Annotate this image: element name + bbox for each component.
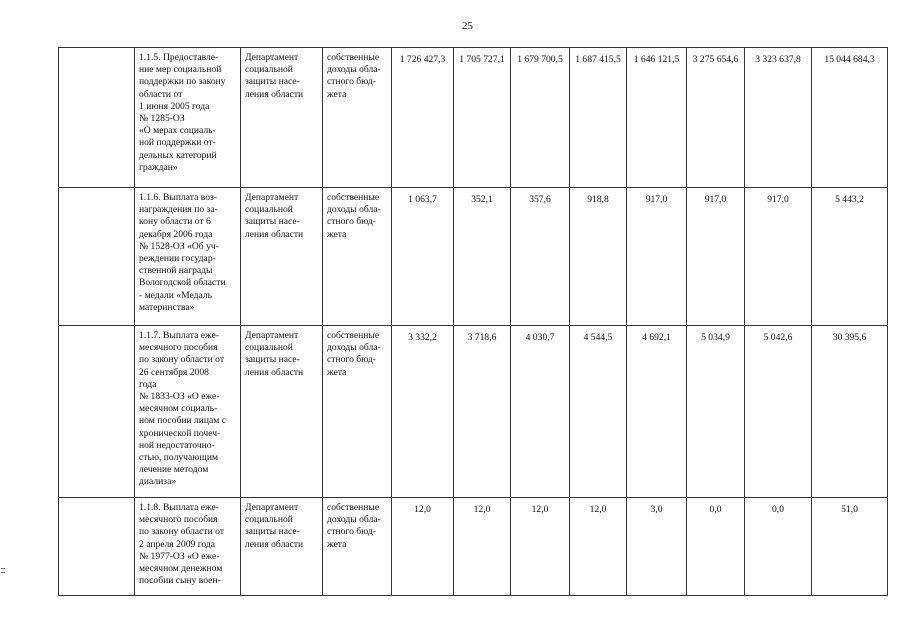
description-line: 26 сентября 2008	[139, 366, 209, 378]
executor-line: ления области	[245, 538, 304, 550]
value-cell: 1 646 121,5	[627, 48, 687, 188]
executor-line: защиты насе-	[245, 76, 300, 88]
value-cell: 12,0	[570, 498, 627, 596]
source-line: доходы обла-	[327, 342, 381, 354]
value-cell: 352,1	[454, 188, 511, 326]
empty-cell	[59, 48, 135, 188]
source-line: собственные	[327, 52, 380, 63]
executor-line: социальной	[245, 342, 293, 354]
description-line: хронической почеч-	[139, 427, 221, 439]
value-cell: 0,0	[745, 498, 812, 596]
description-line: материнства»	[139, 301, 195, 313]
value-cell: 1 726 427,3	[392, 48, 454, 188]
description-line: «О мерах социаль-	[139, 125, 216, 137]
source-line: жета	[327, 366, 347, 378]
description-line: пособии сыну воен-	[139, 575, 221, 587]
source-line: стного бюд-	[327, 216, 376, 228]
executor-line: Департамент	[245, 52, 299, 63]
description-line: награждения по за-	[139, 204, 218, 216]
description-cell	[135, 48, 241, 188]
value-cell: 5 443,2	[812, 188, 888, 326]
executor-line: социальной	[245, 204, 293, 216]
program-funding-table	[58, 47, 888, 596]
table-row	[59, 188, 888, 326]
executor-line: Департамент	[245, 502, 299, 513]
description-line: № 1528-ОЗ «Об уч-	[139, 240, 219, 252]
source-cell	[323, 498, 392, 596]
source-line: стного бюд-	[327, 76, 376, 88]
value-cell: 5 034,9	[687, 326, 745, 498]
executor-line: ления областн	[245, 366, 304, 378]
description-line: № 1833-ОЗ «О еже-	[139, 391, 220, 403]
value-cell: 0,0	[687, 498, 745, 596]
description-line: диализа»	[139, 476, 177, 488]
executor-cell	[241, 498, 323, 596]
value-cell: 3 323 637,8	[745, 48, 812, 188]
source-line: жета	[327, 228, 347, 240]
description-cell	[135, 326, 241, 498]
value-cell: 15 044 684,3	[812, 48, 888, 188]
executor-line: защиты насе-	[245, 354, 300, 366]
description-line: поддержки по закону	[139, 76, 226, 88]
empty-cell	[59, 188, 135, 326]
page-number: 25	[462, 20, 473, 32]
description-line: года	[139, 378, 157, 390]
value-cell: 3 718,6	[454, 326, 511, 498]
value-cell: 4 692,1	[627, 326, 687, 498]
source-line: собственные	[327, 330, 380, 341]
description-line: ние мер социальной	[139, 64, 222, 76]
description-line: по закону области от	[139, 526, 225, 538]
value-cell: 917,0	[745, 188, 812, 326]
description-line: месячном социаль-	[139, 403, 218, 415]
value-cell: 918,8	[570, 188, 627, 326]
description-line: 1 июня 2005 года	[139, 100, 210, 112]
description-line: № 1977-ОЗ «О еже-	[139, 550, 220, 562]
table-body	[59, 48, 888, 596]
value-cell: 12,0	[392, 498, 454, 596]
description-line: дельных категорий	[139, 149, 217, 161]
value-cell: 4 030,7	[511, 326, 570, 498]
description-cell	[135, 188, 241, 326]
source-cell	[323, 188, 392, 326]
description-line: декабря 2006 года	[139, 228, 213, 240]
executor-line: ления области	[245, 88, 304, 100]
source-line: доходы обла-	[327, 204, 381, 216]
value-cell: 4 544,5	[570, 326, 627, 498]
description-line: лечение методом	[139, 464, 209, 476]
description-line: Вологодской области	[139, 277, 226, 289]
description-line: реждении государ-	[139, 253, 216, 265]
executor-line: социальной	[245, 64, 293, 76]
value-cell: 917,0	[627, 188, 687, 326]
source-line: жета	[327, 538, 347, 550]
description-line: ственной награды	[139, 265, 213, 277]
description-cell	[135, 498, 241, 596]
description-line: месячного пособия	[139, 342, 218, 354]
value-cell: 5 042,6	[745, 326, 812, 498]
description-line: 2 апреля 2009 года	[139, 538, 216, 550]
value-cell: 1 687 415,5	[570, 48, 627, 188]
description-line: кону области от 6	[139, 216, 211, 228]
source-line: доходы обла-	[327, 514, 381, 526]
description-line: области от	[139, 88, 183, 100]
source-cell	[323, 326, 392, 498]
value-cell: 12,0	[454, 498, 511, 596]
source-line: доходы обла-	[327, 64, 381, 76]
description-line: по закону области от	[139, 354, 225, 366]
margin-mark	[1, 572, 5, 573]
description-line: месячного пособия	[139, 514, 218, 526]
value-cell: 1 063,7	[392, 188, 454, 326]
description-line: ной недостаточно-	[139, 439, 215, 451]
value-cell: 3 275 654,6	[687, 48, 745, 188]
source-line: собственные	[327, 502, 380, 513]
description-line: ном пособии лицам с	[139, 415, 227, 427]
value-cell: 30 395,6	[812, 326, 888, 498]
value-cell: 12,0	[511, 498, 570, 596]
executor-line: Департамент	[245, 330, 299, 341]
description-line: стью, получающим	[139, 452, 219, 464]
executor-line: защиты насе-	[245, 216, 300, 228]
table-row	[59, 498, 888, 596]
description-line: 1.1.7. Выплата еже-	[139, 330, 219, 341]
description-line: ной поддержки от-	[139, 137, 216, 149]
value-cell: 3,0	[627, 498, 687, 596]
source-line: стного бюд-	[327, 526, 376, 538]
value-cell: 1 705 727,1	[454, 48, 511, 188]
description-line: - медали «Медаль	[139, 289, 213, 301]
executor-cell	[241, 188, 323, 326]
empty-cell	[59, 498, 135, 596]
description-line: 1.1.8. Выплата еже-	[139, 502, 219, 513]
source-line: стного бюд-	[327, 354, 376, 366]
description-line: месячном денежном	[139, 563, 223, 575]
table-row	[59, 326, 888, 498]
value-cell: 917,0	[687, 188, 745, 326]
value-cell: 1 679 700,5	[511, 48, 570, 188]
executor-cell	[241, 48, 323, 188]
margin-mark	[1, 568, 5, 569]
value-cell: 357,6	[511, 188, 570, 326]
executor-line: ления области	[245, 228, 304, 240]
description-line: 1.1.5. Предоставле-	[139, 52, 219, 63]
executor-line: Департамент	[245, 192, 299, 203]
description-line: граждан»	[139, 161, 178, 173]
source-line: жета	[327, 88, 347, 100]
source-cell	[323, 48, 392, 188]
value-cell: 3 332,2	[392, 326, 454, 498]
executor-cell	[241, 326, 323, 498]
value-cell: 51,0	[812, 498, 888, 596]
executor-line: защиты насе-	[245, 526, 300, 538]
source-line: собственные	[327, 192, 380, 203]
table-row	[59, 48, 888, 188]
executor-line: социальной	[245, 514, 293, 526]
description-line: 1.1.6. Выплата воз-	[139, 192, 217, 203]
empty-cell	[59, 326, 135, 498]
description-line: № 1285-ОЗ	[139, 113, 185, 125]
